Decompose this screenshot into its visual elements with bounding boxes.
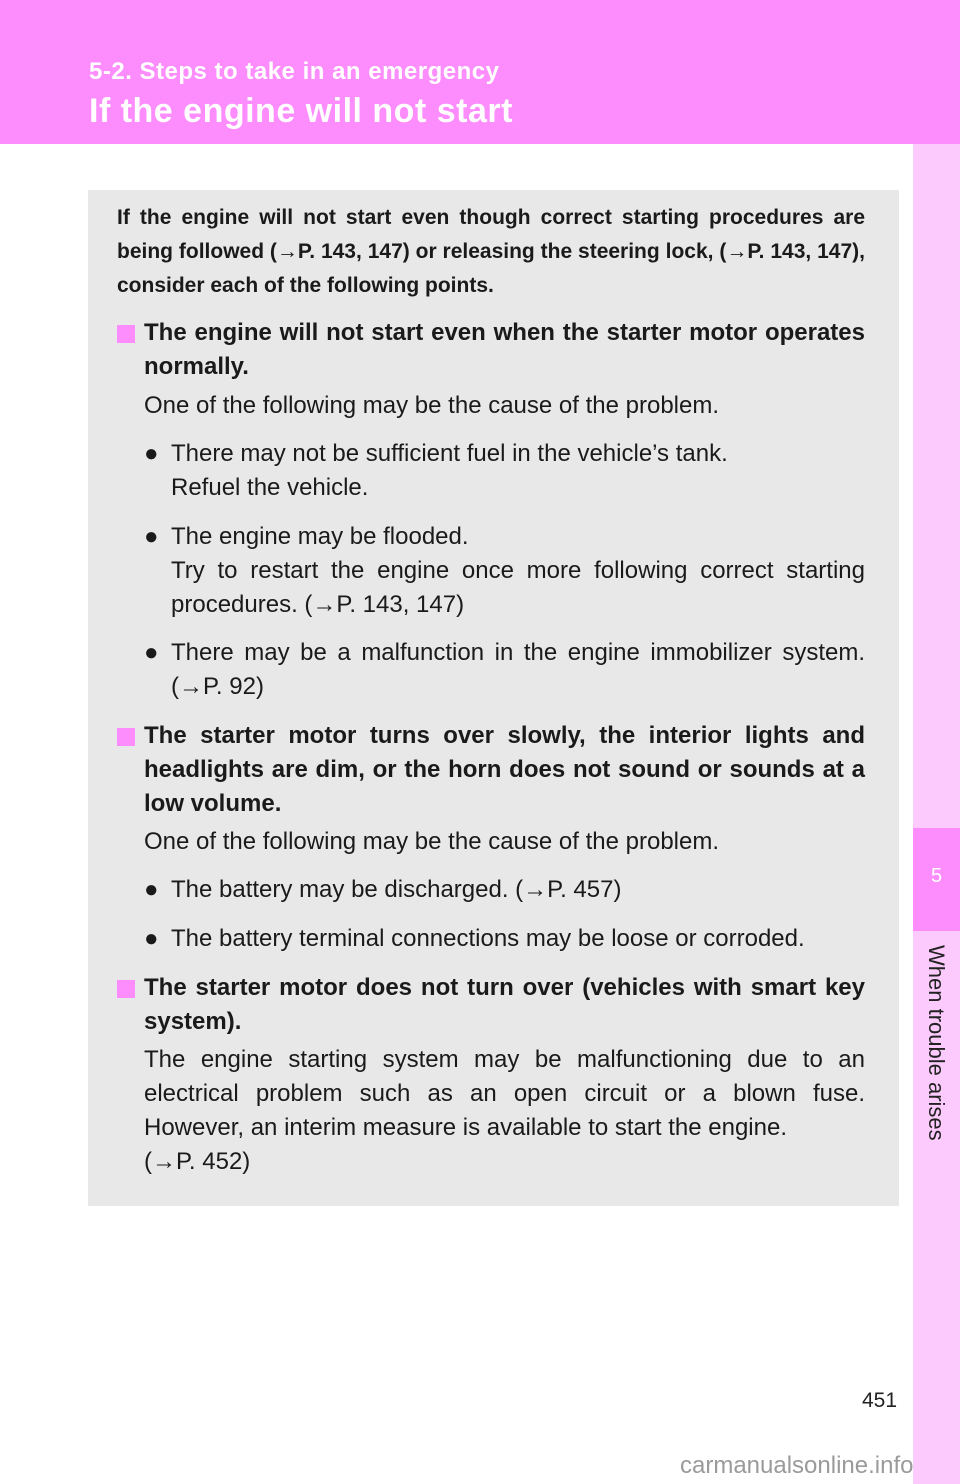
square-bullet-icon: [117, 728, 135, 746]
list-item-text: The battery terminal connections may be loose or corroded.: [171, 925, 805, 952]
section-heading-2: [117, 719, 865, 821]
list-item-text: There may be a malfunction in the engine immobilizer system. (→P. 92): [171, 639, 865, 700]
section-body-3: [144, 1043, 865, 1179]
square-bullet-icon: [117, 980, 135, 998]
chapter-title: When trouble arises: [924, 945, 949, 1141]
watermark-text: carmanualsonline.info: [680, 1452, 914, 1479]
intro-paragraph: If the engine will not start even though correct starting procedures are being followed (→P. 143, 147) or releasing the steering lock, (→P. 143, 147), consider each of the following points.: [117, 206, 865, 297]
list-item-text: The engine may be flooded.: [171, 523, 469, 550]
page-title: If the engine will not start: [89, 92, 513, 130]
bullet-dot-icon: ●: [144, 876, 159, 903]
section-heading-text: The starter motor turns over slowly, the interior lights and headlights are dim, or the horn does not sound or sounds at a low volume.: [144, 722, 865, 817]
section-body-text: The engine starting system may be malfunctioning due to an electrical problem such as an open circuit or a blown fuse. However, an interim measure is available to start the engine.: [144, 1046, 865, 1141]
list-item-subtext: Refuel the vehicle.: [171, 474, 369, 501]
list-item-text: The battery may be discharged. (→P. 457): [171, 876, 622, 903]
chapter-tab[interactable]: 5: [913, 828, 960, 931]
section-lead-2: One of the following may be the cause of the problem.: [144, 828, 720, 855]
bullet-dot-icon: ●: [144, 925, 159, 952]
list-item: [144, 922, 865, 956]
bullet-dot-icon: ●: [144, 440, 159, 467]
list-item: [144, 437, 865, 505]
section-label: 5-2. Steps to take in an emergency: [89, 58, 500, 85]
section-lead-1: One of the following may be the cause of the problem.: [144, 392, 720, 419]
section-heading-text: The starter motor does not turn over (vehicles with smart key system).: [144, 974, 865, 1035]
list-item: [144, 873, 865, 907]
bullet-dot-icon: ●: [144, 523, 159, 550]
page-reference-link[interactable]: (→P. 452): [144, 1148, 251, 1175]
side-strip: [913, 144, 960, 1484]
list-item: [144, 636, 865, 704]
page-number: 451: [862, 1389, 898, 1412]
list-item: [144, 520, 865, 622]
section-heading-1: [117, 316, 865, 384]
bullet-dot-icon: ●: [144, 639, 159, 666]
section-heading-3: [117, 971, 865, 1039]
list-item-subtext: Try to restart the engine once more following correct starting procedures. (→P. 143, 147): [171, 557, 865, 618]
list-item-text: There may not be sufficient fuel in the vehicle’s tank.: [171, 440, 728, 467]
square-bullet-icon: [117, 325, 135, 343]
section-heading-text: The engine will not start even when the starter motor operates normally.: [144, 319, 865, 380]
